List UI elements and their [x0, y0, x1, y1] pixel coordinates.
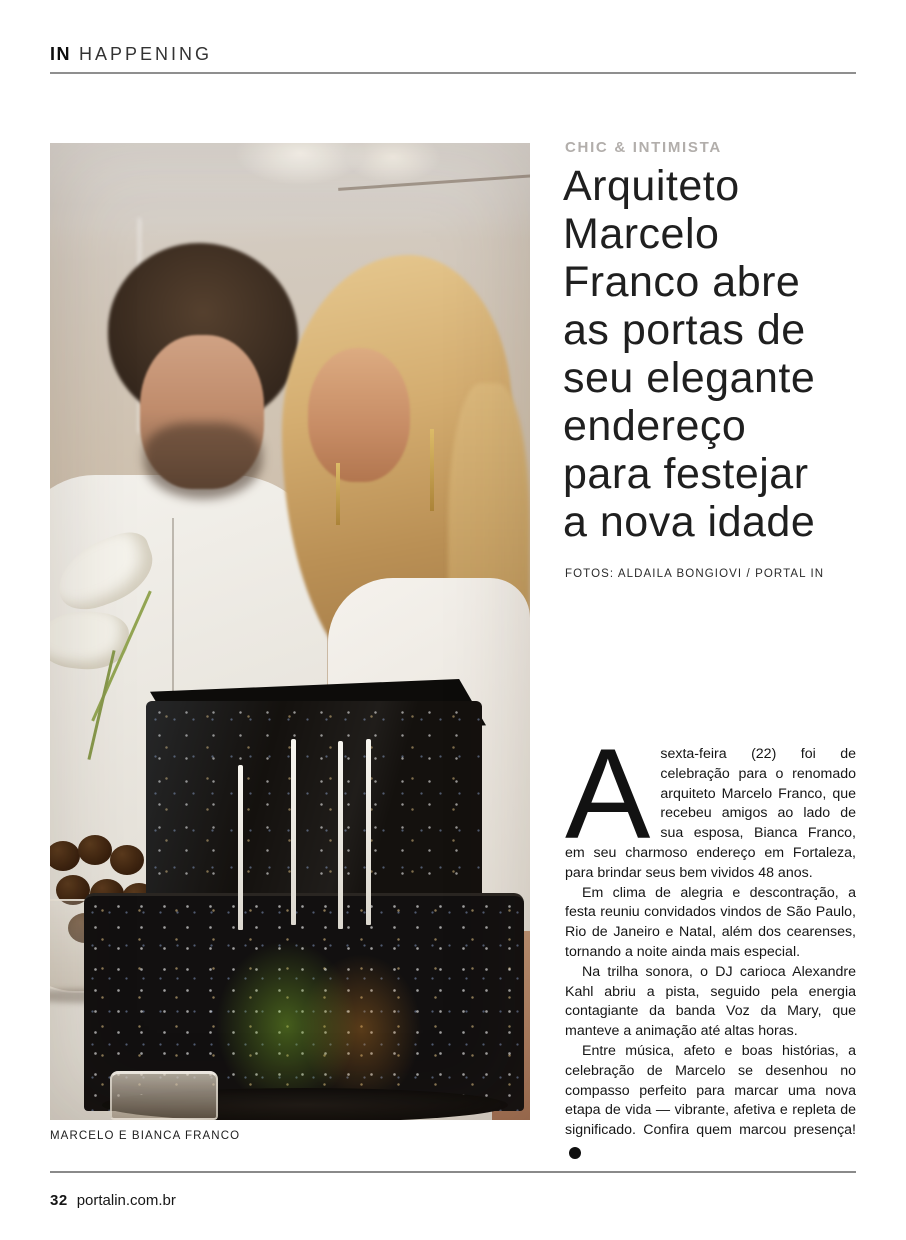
headline-line: as portas de: [563, 306, 806, 354]
masthead-rule: [50, 72, 856, 74]
paragraph-text: Em clima de alegria e descontração, a festa reuniu convidados vindos de São Paulo, Rio de Janeiro e Natal, além dos cearenses, tornando a noite ainda mais especial.: [565, 884, 856, 960]
headline-line: a nova idade: [563, 498, 816, 546]
article-headline: [563, 162, 863, 546]
body-paragraph: [565, 723, 856, 884]
headline-line: Franco abre: [563, 258, 801, 306]
brand-logo: IN: [50, 44, 71, 64]
headline-line: endereço: [563, 402, 747, 450]
page-number: 32: [50, 1192, 68, 1209]
headline-line: Marcelo: [563, 210, 720, 258]
photo-credit: FOTOS: ALDAILA BONGIOVI / PORTAL IN: [565, 568, 825, 580]
section-masthead: [50, 44, 212, 65]
article-end-icon: ✱: [569, 1147, 581, 1159]
section-title: HAPPENING: [79, 44, 213, 64]
photo-vignette: [50, 143, 530, 1120]
article-body: [565, 723, 856, 1161]
body-paragraph: [565, 963, 856, 1042]
drop-cap: A: [565, 723, 651, 866]
headline-line: seu elegante: [563, 354, 816, 402]
paragraph-text: Na trilha sonora, o DJ carioca Alexandre Kahl abriu a pista, seguido pela energia contagiante da banda Voz da Mary, que manteve a animação até altas horas.: [565, 963, 856, 1040]
photo-caption: MARCELO E BIANCA FRANCO: [50, 1130, 241, 1142]
page-footer: [50, 1192, 176, 1209]
kicker: CHIC & INTIMISTA: [565, 139, 722, 156]
footer-rule: [50, 1171, 856, 1173]
headline-line: Arquiteto: [563, 162, 740, 210]
body-paragraph: [565, 884, 856, 963]
site-url: portalin.com.br: [76, 1192, 176, 1209]
paragraph-text: sexta-feira (22) foi de celebração para o renomado arquiteto Marcelo Franco, que recebeu amigos ao lado de sua esposa, Bianca Franco, em seu charmoso endereço em Fortaleza, para brindar seus bem vividos 48 anos.: [565, 746, 856, 881]
feature-photo: [50, 143, 530, 1120]
paragraph-text: Entre música, afeto e boas histórias, a celebração de Marcelo se desenhou no compasso perfeito para marcar uma nova etapa de vida — vibrante, afetiva e repleta de significado. Confira quem marcou presença!: [565, 1042, 856, 1139]
body-paragraph: [565, 1042, 856, 1161]
headline-line: para festejar: [563, 450, 809, 498]
